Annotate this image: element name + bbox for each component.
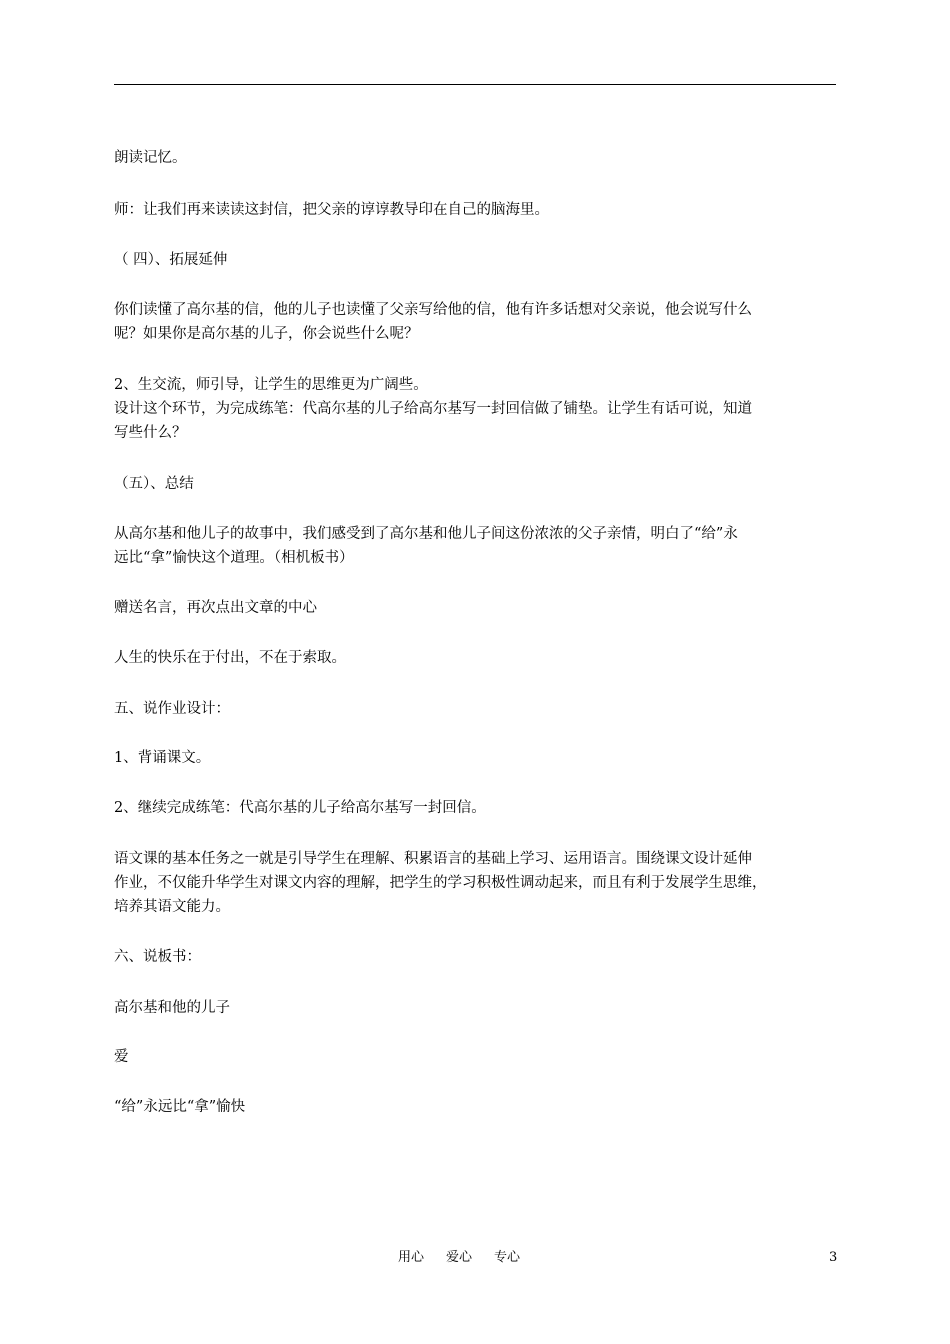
page-number: 3	[829, 1250, 838, 1265]
text-line: 培养其语文能力。	[114, 899, 230, 915]
text-line: 语文课的基本任务之一就是引导学生在理解、积累语言的基础上学习、运用语言。围绕课文设计延伸	[114, 851, 752, 867]
text-line: 2、继续完成练笔：代高尔基的儿子给高尔基写一封回信。	[114, 800, 486, 816]
header-rule	[114, 84, 836, 85]
text-line: 写些什么？	[114, 425, 187, 441]
text-line: 1、背诵课文。	[114, 750, 211, 766]
footer-word: 用心	[398, 1250, 425, 1265]
section-heading: 五、说作业设计：	[114, 701, 230, 717]
section-heading: （ 四）、拓展延伸	[114, 252, 228, 268]
text-line: 赠送名言，再次点出文章的中心	[114, 600, 317, 616]
section-heading: 六、说板书：	[114, 949, 201, 965]
text-line: 从高尔基和他儿子的故事中，我们感受到了高尔基和他儿子间这份浓浓的父子亲情，明白了“给”永	[114, 526, 738, 542]
text-line: 呢？如果你是高尔基的儿子，你会说些什么呢？	[114, 326, 419, 342]
section-heading: （五）、总结	[114, 476, 194, 492]
board-line: 高尔基和他的儿子	[114, 1000, 230, 1016]
text-line: 人生的快乐在于付出，不在于索取。	[114, 650, 346, 666]
text-line: 2、生交流，师引导，让学生的思维更为广阔些。	[114, 377, 428, 393]
text-line: 朗读记忆。	[114, 150, 187, 166]
board-line: “给”永远比“拿”愉快	[114, 1099, 246, 1115]
text-line: 作业，不仅能升华学生对课文内容的理解，把学生的学习积极性调动起来，而且有利于发展学生思维，	[114, 875, 767, 891]
text-line: 师：让我们再来读读这封信，把父亲的谆谆教导印在自己的脑海里。	[114, 202, 549, 218]
footer-word: 爱心	[446, 1250, 473, 1265]
page-footer	[0, 1248, 950, 1268]
footer-word: 专心	[494, 1250, 521, 1265]
text-line: 远比“拿”愉快这个道理。（相机板书）	[114, 550, 354, 566]
text-line: 设计这个环节，为完成练笔：代高尔基的儿子给高尔基写一封回信做了铺垫。让学生有话可说，知道	[114, 401, 752, 417]
footer-motto	[398, 1248, 542, 1268]
board-line: 爱	[114, 1049, 129, 1065]
text-line: 你们读懂了高尔基的信，他的儿子也读懂了父亲写给他的信，他有许多话想对父亲说，他会说写什么	[114, 302, 752, 318]
